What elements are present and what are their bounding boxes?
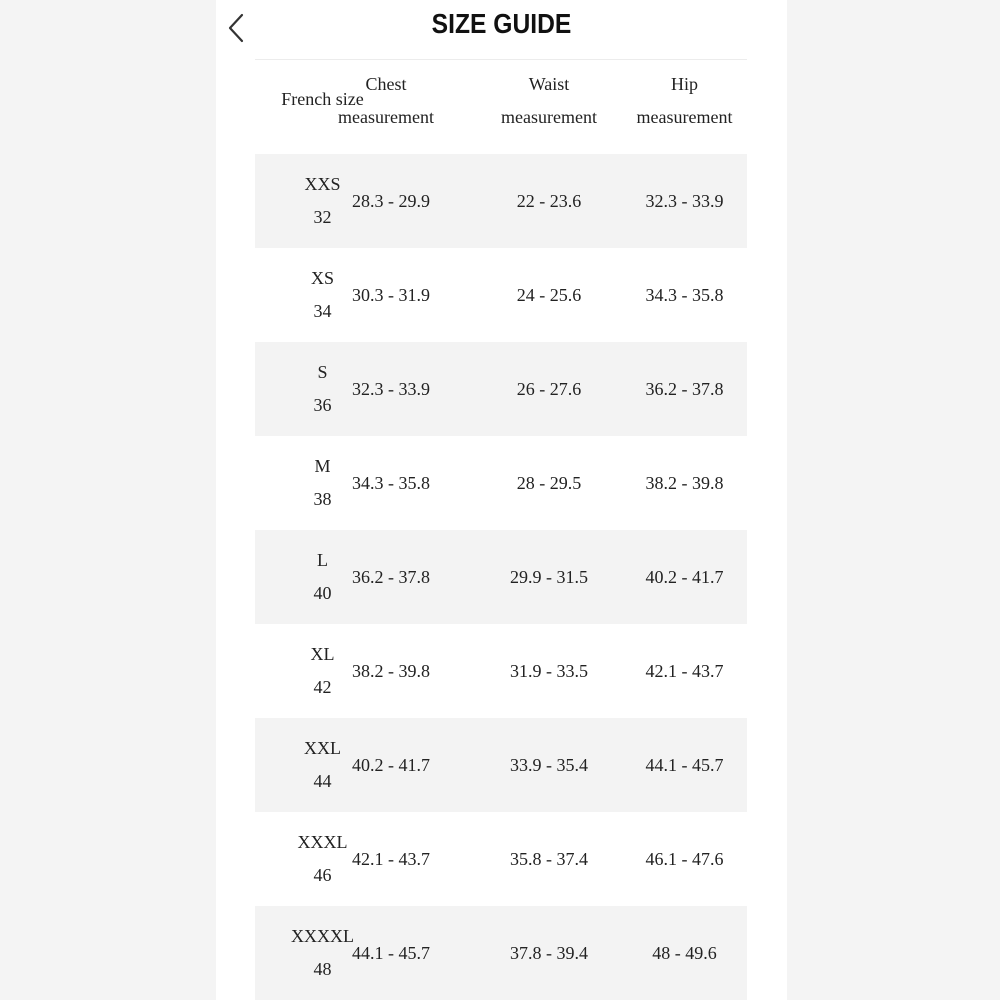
table-row	[255, 530, 747, 624]
waist-cell	[481, 248, 617, 342]
header-label: measurement	[338, 107, 434, 127]
header-label: Chest	[365, 74, 407, 94]
size-table	[255, 60, 747, 1000]
size-number: 34	[313, 301, 332, 321]
chest-cell	[352, 436, 481, 530]
hip-value: 48 - 49.6	[652, 942, 717, 963]
waist-value: 33.9 - 35.4	[510, 754, 588, 775]
waist-cell	[481, 154, 617, 248]
size-label: XXXXL	[291, 926, 354, 946]
waist-value: 31.9 - 33.5	[510, 660, 588, 681]
size-number: 44	[313, 771, 332, 791]
hip-cell	[617, 436, 752, 530]
hip-cell	[617, 812, 752, 906]
chest-cell	[352, 812, 481, 906]
size-number: 36	[313, 395, 332, 415]
size-number: 48	[313, 959, 332, 979]
chevron-left-icon	[222, 10, 250, 46]
size-label: XL	[310, 644, 335, 664]
chest-value: 38.2 - 39.8	[352, 660, 430, 681]
waist-cell	[481, 906, 617, 1000]
hip-value: 44.1 - 45.7	[645, 754, 724, 775]
back-button[interactable]	[222, 10, 250, 46]
header-chest	[338, 54, 481, 148]
chest-value: 36.2 - 37.8	[352, 566, 430, 587]
hip-value: 32.3 - 33.9	[645, 190, 724, 211]
chest-cell	[352, 342, 481, 436]
hip-cell	[617, 342, 752, 436]
header-hip	[617, 54, 752, 148]
chest-value: 42.1 - 43.7	[352, 848, 430, 869]
table-row	[255, 624, 747, 718]
table-row	[255, 718, 747, 812]
hip-cell	[617, 530, 752, 624]
chest-cell	[352, 248, 481, 342]
size-label: XXS	[304, 174, 341, 194]
size-label: XS	[310, 268, 334, 288]
table-row	[255, 436, 747, 530]
header-label: Hip	[671, 74, 698, 94]
size-guide-panel	[216, 0, 787, 1000]
waist-cell	[481, 342, 617, 436]
chest-value: 40.2 - 41.7	[352, 754, 430, 775]
chest-cell	[352, 718, 481, 812]
header-label: Waist	[528, 74, 570, 94]
waist-value: 26 - 27.6	[516, 378, 582, 399]
size-label: L	[317, 550, 328, 570]
header-label: French size	[281, 88, 364, 109]
table-row	[255, 342, 747, 436]
waist-value: 28 - 29.5	[516, 472, 582, 493]
table-row	[255, 154, 747, 248]
hip-value: 40.2 - 41.7	[645, 566, 724, 587]
hip-value: 42.1 - 43.7	[645, 660, 724, 681]
hip-value: 36.2 - 37.8	[645, 378, 724, 399]
waist-value: 37.8 - 39.4	[510, 942, 588, 963]
waist-cell	[481, 812, 617, 906]
waist-value: 24 - 25.6	[516, 284, 582, 305]
hip-value: 34.3 - 35.8	[645, 284, 724, 305]
hip-cell	[617, 248, 752, 342]
hip-cell	[617, 624, 752, 718]
size-number: 40	[313, 583, 332, 603]
size-number: 32	[313, 207, 332, 227]
chest-value: 34.3 - 35.8	[352, 472, 430, 493]
size-label: M	[314, 456, 331, 476]
hip-cell	[617, 154, 752, 248]
size-label: S	[317, 362, 328, 382]
chest-cell	[352, 906, 481, 1000]
page-title: SIZE GUIDE	[431, 8, 572, 39]
waist-value: 35.8 - 37.4	[510, 848, 588, 869]
hip-value: 46.1 - 47.6	[645, 848, 724, 869]
table-row	[255, 812, 747, 906]
chest-cell	[352, 530, 481, 624]
table-row	[255, 906, 747, 1000]
size-number: 46	[313, 865, 332, 885]
waist-cell	[481, 436, 617, 530]
chest-value: 28.3 - 29.9	[352, 190, 430, 211]
chest-cell	[352, 624, 481, 718]
header-waist	[481, 54, 617, 148]
chest-value: 44.1 - 45.7	[352, 942, 430, 963]
size-number: 38	[313, 489, 332, 509]
chest-value: 32.3 - 33.9	[352, 378, 430, 399]
hip-cell	[617, 906, 752, 1000]
table-row	[255, 248, 747, 342]
table-header-row	[255, 60, 747, 154]
header-label: measurement	[501, 107, 597, 127]
size-number: 42	[313, 677, 332, 697]
waist-cell	[481, 530, 617, 624]
waist-value: 29.9 - 31.5	[510, 566, 588, 587]
header-label: measurement	[636, 107, 733, 127]
waist-cell	[481, 624, 617, 718]
waist-cell	[481, 718, 617, 812]
hip-cell	[617, 718, 752, 812]
hip-value: 38.2 - 39.8	[645, 472, 724, 493]
size-label: XXL	[304, 738, 341, 758]
waist-value: 22 - 23.6	[516, 190, 582, 211]
size-label: XXXL	[297, 832, 348, 852]
chest-value: 30.3 - 31.9	[352, 284, 430, 305]
chest-cell	[352, 154, 481, 248]
header	[216, 0, 787, 58]
